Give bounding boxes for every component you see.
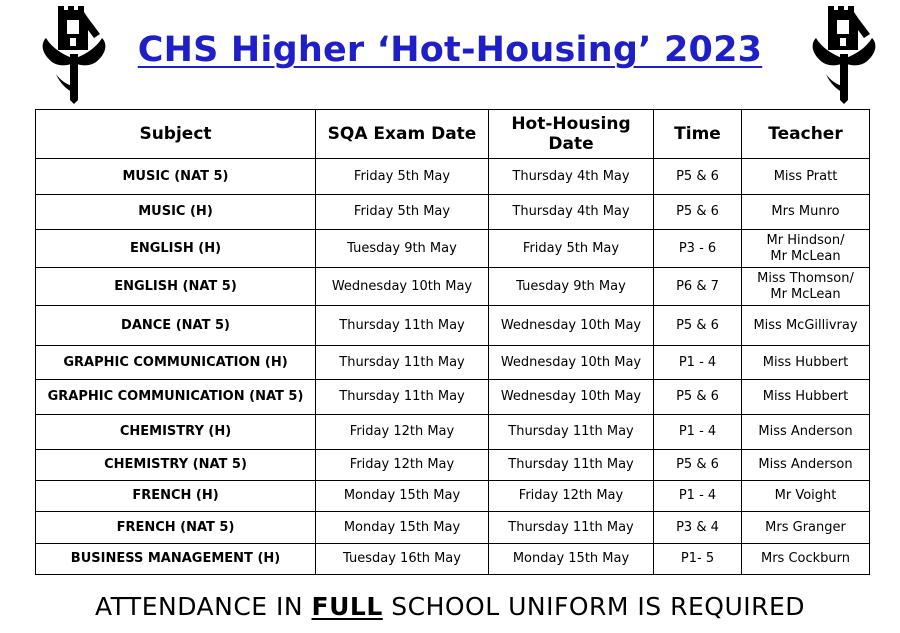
cell-time: P5 & 6 xyxy=(654,450,742,481)
cell-teacher xyxy=(742,415,870,450)
cell-time: P5 & 6 xyxy=(654,306,742,346)
teacher-name: Miss Thomson/ xyxy=(757,270,854,286)
hot-housing-schedule-table xyxy=(35,109,870,575)
cell-time: P3 - 6 xyxy=(654,230,742,268)
cell-subject: BUSINESS MANAGEMENT (H) xyxy=(36,544,316,575)
cell-hot-housing-date: Thursday 4th May xyxy=(489,159,654,195)
teacher-name: Mr Voight xyxy=(774,488,837,503)
cell-hot-housing-date: Tuesday 9th May xyxy=(489,268,654,306)
cell-time: P3 & 4 xyxy=(654,512,742,544)
cell-time: P5 & 6 xyxy=(654,195,742,230)
teacher-name: Miss Pratt xyxy=(773,168,838,184)
teacher-name: Miss Hubbert xyxy=(762,354,849,370)
cell-teacher xyxy=(742,512,870,544)
teacher-name: Miss Anderson xyxy=(758,424,853,439)
cell-teacher xyxy=(742,159,870,195)
cell-sqa-exam-date: Thursday 11th May xyxy=(316,306,489,346)
cell-time: P6 & 7 xyxy=(654,268,742,306)
cell-time: P1 - 4 xyxy=(654,481,742,512)
table-row xyxy=(36,268,870,306)
cell-subject: ENGLISH (NAT 5) xyxy=(36,268,316,306)
page-title: CHS Higher ‘Hot-Housing’ 2023 xyxy=(137,30,763,70)
table-row xyxy=(36,512,870,544)
uniform-notice-after: SCHOOL UNIFORM IS REQUIRED xyxy=(382,592,806,621)
teacher-name: Miss McGillivray xyxy=(753,317,858,333)
cell-teacher xyxy=(742,230,870,268)
cell-sqa-exam-date: Monday 15th May xyxy=(316,512,489,544)
cell-subject: DANCE (NAT 5) xyxy=(36,306,316,346)
teacher-name: Mrs Munro xyxy=(771,204,840,219)
cell-teacher xyxy=(742,346,870,380)
cell-sqa-exam-date: Thursday 11th May xyxy=(316,346,489,380)
table-row xyxy=(36,230,870,268)
cell-time: P5 & 6 xyxy=(654,159,742,195)
cell-hot-housing-date: Friday 12th May xyxy=(489,481,654,512)
cell-hot-housing-date: Thursday 4th May xyxy=(489,195,654,230)
header-time: Time xyxy=(654,110,742,159)
teacher-name: Miss Anderson xyxy=(758,457,853,472)
table-row xyxy=(36,544,870,575)
table-row xyxy=(36,346,870,380)
teacher-name: Mr Hindson/ xyxy=(766,232,845,248)
cell-time: P5 & 6 xyxy=(654,380,742,415)
teacher-name: Mrs Granger xyxy=(765,519,846,535)
cell-subject: GRAPHIC COMMUNICATION (NAT 5) xyxy=(36,380,316,415)
cell-subject: FRENCH (H) xyxy=(36,481,316,512)
header-teacher: Teacher xyxy=(742,110,870,159)
uniform-notice-emphasis: FULL xyxy=(311,592,383,621)
cell-sqa-exam-date: Tuesday 16th May xyxy=(316,544,489,575)
cell-time: P1 - 4 xyxy=(654,415,742,450)
uniform-notice xyxy=(0,592,900,621)
header-hot-housing-date: Hot-Housing Date xyxy=(489,110,654,159)
cell-teacher xyxy=(742,380,870,415)
cell-hot-housing-date: Wednesday 10th May xyxy=(489,306,654,346)
cell-time: P1- 5 xyxy=(654,544,742,575)
cell-subject: FRENCH (NAT 5) xyxy=(36,512,316,544)
teacher-name: Mr McLean xyxy=(770,286,841,302)
cell-subject: ENGLISH (H) xyxy=(36,230,316,268)
table-row xyxy=(36,159,870,195)
cell-sqa-exam-date: Friday 12th May xyxy=(316,450,489,481)
cell-sqa-exam-date: Monday 15th May xyxy=(316,481,489,512)
cell-hot-housing-date: Monday 15th May xyxy=(489,544,654,575)
cell-hot-housing-date: Thursday 11th May xyxy=(489,415,654,450)
table-row xyxy=(36,306,870,346)
cell-subject: MUSIC (H) xyxy=(36,195,316,230)
cell-subject: GRAPHIC COMMUNICATION (H) xyxy=(36,346,316,380)
cell-sqa-exam-date: Friday 5th May xyxy=(316,159,489,195)
teacher-name: Mr McLean xyxy=(770,248,841,264)
cell-time: P1 - 4 xyxy=(654,346,742,380)
cell-hot-housing-date: Thursday 11th May xyxy=(489,512,654,544)
cell-teacher xyxy=(742,450,870,481)
teacher-name: Mrs Cockburn xyxy=(760,551,851,566)
cell-teacher xyxy=(742,481,870,512)
table-header-row xyxy=(36,110,870,159)
cell-sqa-exam-date: Friday 12th May xyxy=(316,415,489,450)
cell-subject: CHEMISTRY (NAT 5) xyxy=(36,450,316,481)
cell-hot-housing-date: Thursday 11th May xyxy=(489,450,654,481)
cell-teacher xyxy=(742,195,870,230)
cell-hot-housing-date: Friday 5th May xyxy=(489,230,654,268)
cell-subject: MUSIC (NAT 5) xyxy=(36,159,316,195)
cell-sqa-exam-date: Wednesday 10th May xyxy=(316,268,489,306)
cell-hot-housing-date: Wednesday 10th May xyxy=(489,346,654,380)
cell-subject: CHEMISTRY (H) xyxy=(36,415,316,450)
table-row xyxy=(36,450,870,481)
table-row xyxy=(36,195,870,230)
header-subject: Subject xyxy=(36,110,316,159)
teacher-name: Miss Hubbert xyxy=(762,389,849,404)
cell-sqa-exam-date: Friday 5th May xyxy=(316,195,489,230)
cell-teacher xyxy=(742,268,870,306)
cell-teacher xyxy=(742,544,870,575)
table-row xyxy=(36,380,870,415)
table-row xyxy=(36,481,870,512)
header-sqa-exam-date: SQA Exam Date xyxy=(316,110,489,159)
cell-hot-housing-date: Wednesday 10th May xyxy=(489,380,654,415)
uniform-notice-before: ATTENDANCE IN xyxy=(94,592,312,621)
cell-sqa-exam-date: Tuesday 9th May xyxy=(316,230,489,268)
cell-sqa-exam-date: Thursday 11th May xyxy=(316,380,489,415)
table-row xyxy=(36,415,870,450)
cell-teacher xyxy=(742,306,870,346)
